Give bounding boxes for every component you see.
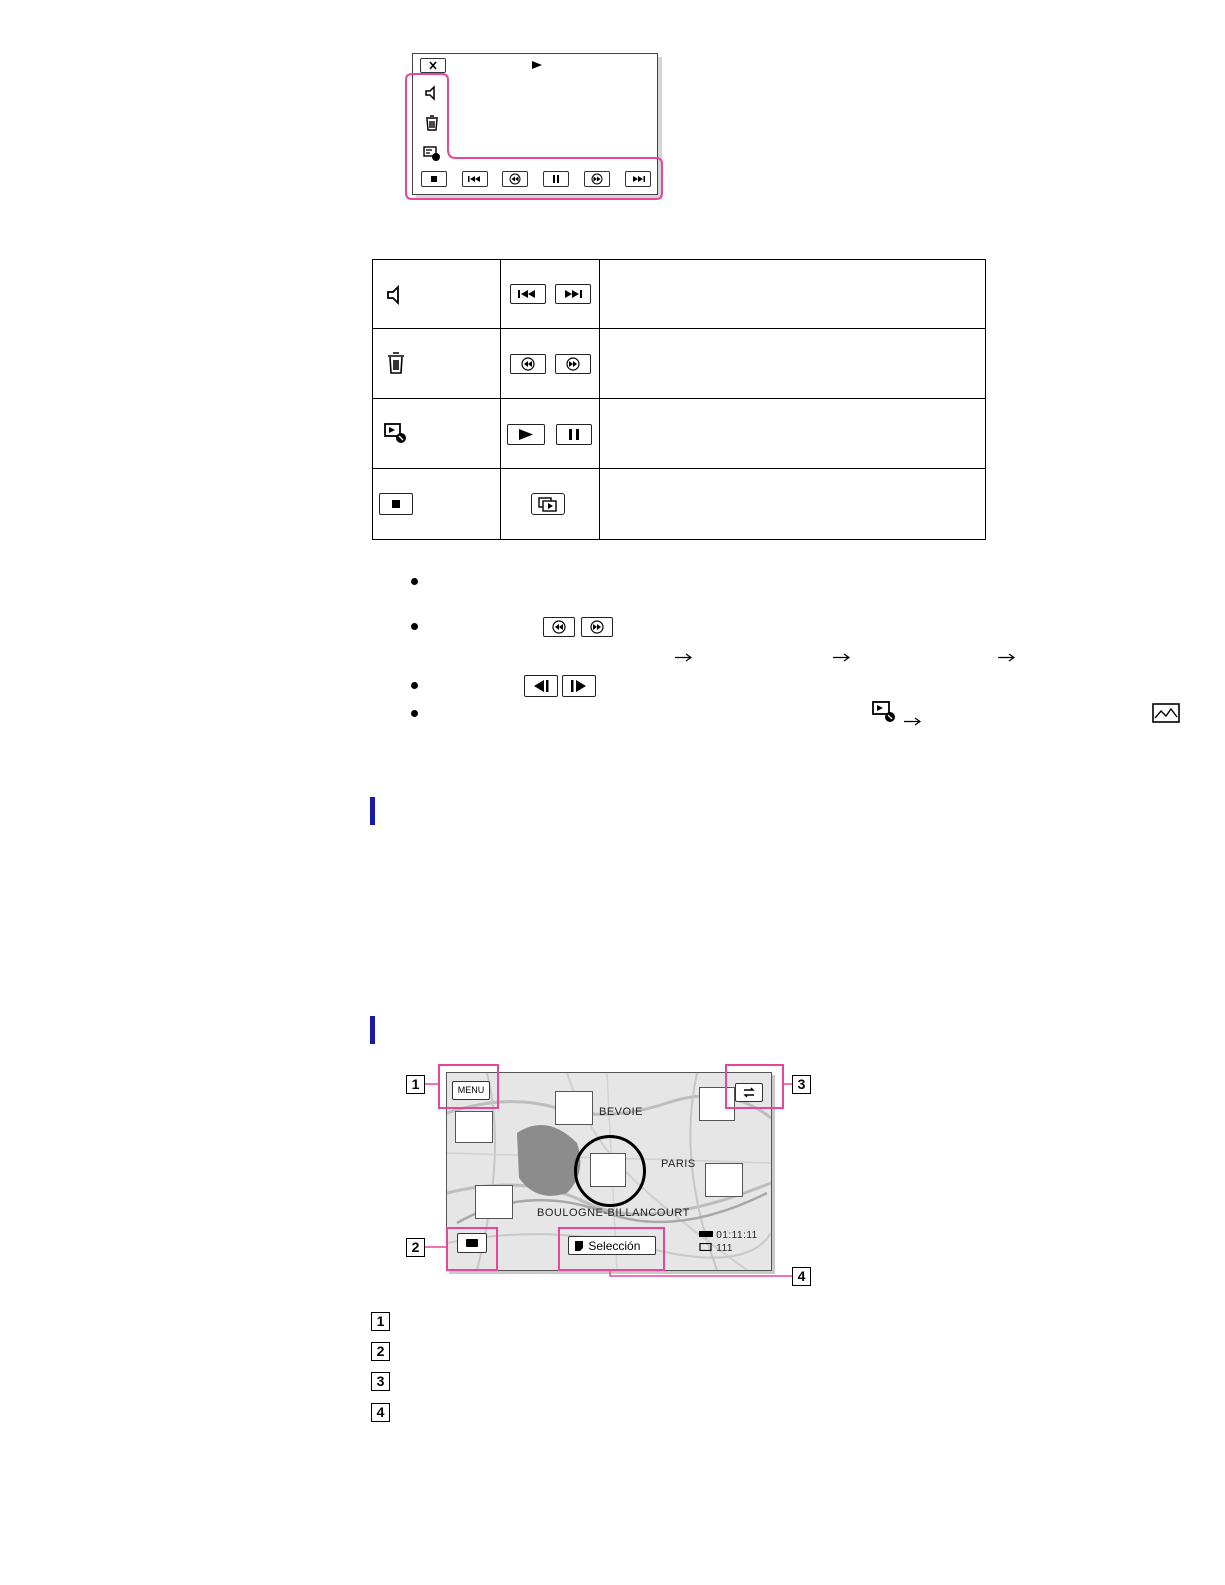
photo-icon (1152, 703, 1182, 725)
callout-number: 4 (792, 1267, 811, 1286)
arrow-right-icon (675, 653, 693, 662)
counter-1: 01:11:11 (716, 1230, 758, 1241)
legend-number: 3 (371, 1372, 390, 1391)
fast-forward-button-icon (555, 354, 591, 374)
section-heading-bar (370, 1016, 375, 1044)
close-icon (421, 59, 445, 72)
stop-button-icon (379, 493, 413, 515)
callout-number: 3 (792, 1075, 811, 1094)
selection-label: Selección (588, 1239, 641, 1253)
controls-table (372, 259, 986, 540)
play-button-icon (507, 424, 545, 445)
frame-forward-button-icon (562, 675, 596, 697)
arrow-right-icon (904, 717, 922, 726)
playback-settings-icon (384, 422, 408, 444)
legend-number: 2 (371, 1342, 390, 1361)
bullet (411, 578, 418, 585)
counter-2: 111 (716, 1243, 733, 1254)
legend-number: 1 (371, 1312, 390, 1331)
map-place-label: BOULOGNE-BILLANCOURT (537, 1207, 690, 1219)
close-button[interactable] (420, 58, 446, 73)
previous-button-icon (510, 284, 546, 304)
highlight-outline (404, 72, 668, 203)
bullet (411, 682, 418, 689)
rewind-button-icon (543, 617, 575, 637)
frame-back-button-icon (524, 675, 558, 697)
callout-number: 1 (406, 1075, 425, 1094)
pause-button-icon (556, 424, 592, 445)
play-indicator-icon (531, 61, 543, 69)
next-button-icon (555, 284, 591, 304)
playback-settings-icon (872, 700, 898, 724)
trash-icon (386, 351, 406, 375)
bullet (411, 710, 418, 717)
rewind-button-icon (510, 354, 546, 374)
arrow-right-icon (998, 653, 1016, 662)
map-place-label: BEVOIE (599, 1106, 643, 1118)
legend-number: 4 (371, 1403, 390, 1422)
callout-leader-lines (400, 1060, 820, 1292)
menu-button[interactable]: MENU (452, 1081, 490, 1100)
volume-icon (385, 284, 405, 306)
callout-number: 2 (406, 1238, 425, 1257)
section-heading-bar (370, 797, 375, 825)
fast-forward-button-icon (581, 617, 613, 637)
map-place-label: PARIS (661, 1158, 696, 1170)
arrow-right-icon (833, 653, 851, 662)
bullet (411, 623, 418, 630)
slideshow-button-icon (531, 493, 565, 515)
